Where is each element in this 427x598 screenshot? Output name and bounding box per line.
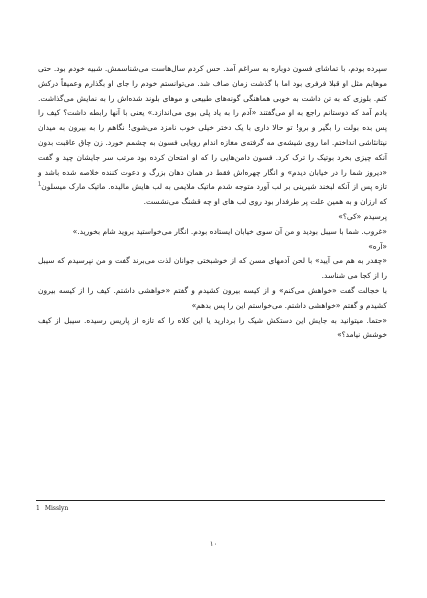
paragraph: «چقدر به هم می آیید» با لحن آدمهای مسن که از خوشبختی جوانان لذت می‌برند گفت و من نپرسیدم که سیبل را از کجا می شناسد.	[38, 256, 387, 281]
body-text	[38, 62, 387, 343]
footnote-number: 1	[36, 505, 40, 512]
page-number: ۱۰	[209, 540, 218, 548]
paragraph-text: که ارزان و به همین علت پر طرفدار بود روی لب های او چه قشنگ می‌نشست.	[143, 197, 387, 207]
footnote-divider	[36, 500, 385, 501]
footnote	[36, 505, 68, 513]
footnote-reference: 1	[38, 181, 42, 188]
paragraph: پرسیدم «کی؟»	[338, 211, 387, 221]
paragraph-text: سپرده بودم، با تماشای فسون دوباره به سراغم آمد. حس کردم سال‌هاست می‌شناسمش. شبیه خودم بود. حتی موهایم مثل او قبلا فرفری بود اما با گذشت زمان صاف شد. می‌توانستم خودم را جای او بگذارم وعمیقاً درکش کنم. بلوزی که به تن داشت به خوبی هماهنگی گونه‌های طبیعی و موهای بلوند شده‌اش را به نمایش می‌گذاشت. یادم آمد که دوستانم راجع به او می‌گفتند «آدم را به یاد پلی بوی می‌اندازد.» یعنی با آنها رابطه داشت؟ کیف را پس بده بولت را بگیر و برو! تو حالا داری با یک دختر خیلی خوب نامزد می‌شوی! نگاهم را به بیرون به میدان نیتانئاشی انداختم. اما روی شیشه‌ی مه گرفته‌ی مغازه اندام رویایی فسون به چشمم خورد. زن چاق عاقبت بدون آنکه چیزی بخرد بوتیک را ترک کرد. فسون دامن‌هایی را که او امتحان کرده بود مرتب سر جایشان چید و گفت «دیروز شما را در خیابان دیدم» و انگار چهره‌اش فقط در همان دهان بزرگ و دعوت کننده خلاصه شده باشد و تازه پس از آنکه لبخند شیرینی بر لب آورد متوجه شدم ماتیک ملایمی به لب هایش مالیده. ماتیک مارک میسلون	[38, 64, 387, 192]
paragraph: «آره»	[368, 241, 387, 251]
footnote-text: Misslyn	[44, 505, 69, 512]
paragraph: «غروب. شما با سیبل بودید و من آن سوی خیابان ایستاده بودم. انگار می‌خواستید بروید شام بخورید.»	[72, 226, 387, 236]
paragraph: با خجالت گفت «خواهش می‌کنم» و از کیسه بیرون کشیدم و گفتم «خواهشی داشتم. کیف را از کیسه بیرون کشیدم و گفتم «خواهشی داشتم. می‌خواستم این را پس بدهم»	[38, 285, 387, 310]
paragraph: «حتما. میتوانید به جایش این دستکش شیک را بردارید یا این کلاه را که تازه از پاریس رسیده. سیبل از کیف خوشش نیامد؟»	[38, 315, 387, 340]
paragraph	[38, 62, 387, 210]
